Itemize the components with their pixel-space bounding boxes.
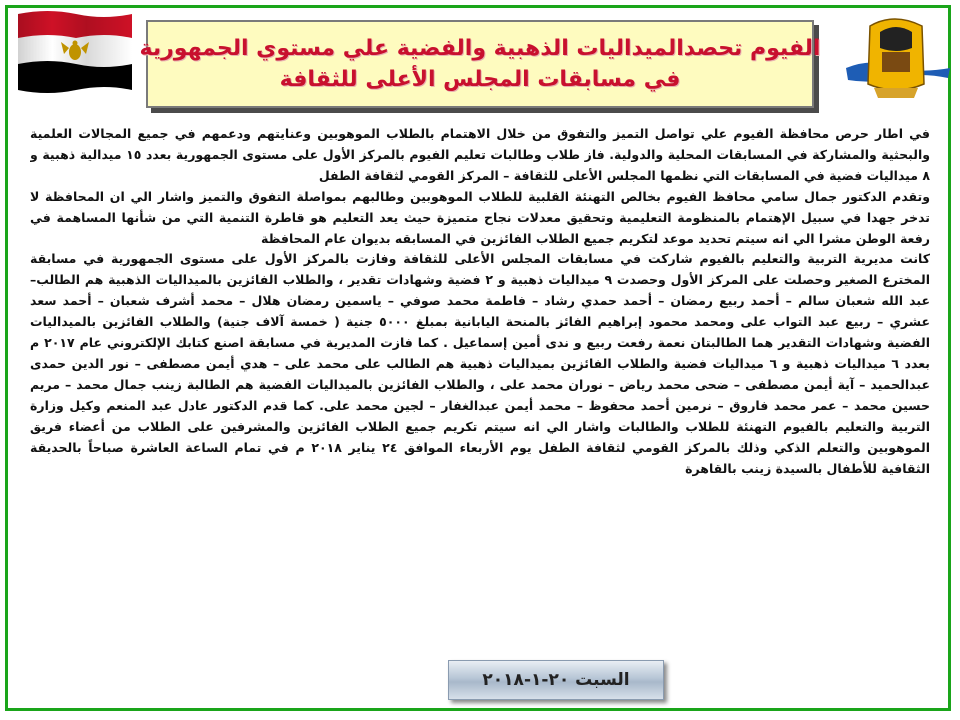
- headline-box: [139, 20, 821, 108]
- headline-line-2: في مسابقات المجلس الأعلى للثقافة: [279, 67, 681, 92]
- article-paragraph: كانت مديرية التربية والتعليم بالفيوم شاركت في مسابقات المجلس الأعلى للثقافة وفازت بالمركز الأول على مستوى الجمهورية في مسابقة المخترع الصغير وحصلت على المركز الأول وحصدت ٩ ميداليات ذهبية و ٢ فضية وشهادات تقدير ، والطلاب الفائزين بالميداليات الذهبية هم الطالب– عبد الله شعبان سالم – أحمد ربيع رمضان – أحمد حمدي رشاد – فاطمة محمد صوفي – ياسمين رمضان هلال – محمد أشرف شعبان – أحمد سعد عشري – ربيع عبد التواب على ومحمد محمود إبراهيم الفائز بالمنحة اليابانية بمبلغ ٥٠٠٠ جنية ( خمسة آلاف جنية) والطلاب الفائزين بالميداليات الفضية وشهادات التقدير هما الطالبتان نعمة رفعت ربيع و ندى أمين إسماعيل . كما فازت المديرية في مسابقة اصنع كتابك الإلكتروني عام ٢٠١٧ م بعدد ٦ ميداليات ذهبية و ٦ ميداليات فضية والطلاب الفائزين بميداليات ذهبية هم الطالب على محمد على – هدي أيمن مصطفى – نور الدين حمدى عبدالحميد – آية أيمن مصطفى – ضحى محمد رياض – نوران محمد على ، والطلاب الفائزين بالميداليات الفضية هم الطالبة زينب جمال محمد – مريم حسين محمد – عمر محمد فاروق – نرمين أحمد محفوظ – محمد أيمن عبدالغفار – لجين محمد على. كما قدم الدكتور عادل عبد المنعم وكيل وزارة التربية والتعليم بالفيوم التهنئة للطلاب والطالبات واشار الي انه سيتم تكريم جميع الطلاب الفائزين والمشرفين على الطلاب من أعضاء فريق الموهوبين والتعلم الذكي وذلك بالمركز القومي لثقافة الطفل يوم الأربعاء الموافق ٢٤ يناير ٢٠١٨ م في تمام الساعة العاشرة صباحاً بالحديقة الثقافية للأطفال بالسيدة زينب بالقاهرة: [30, 251, 930, 476]
- article-paragraph: في اطار حرص محافظة الفيوم علي تواصل التميز والتفوق من خلال الاهتمام بالطلاب الموهوبين وعنايتهم ودعمهم في جميع المجالات العلمية والبحثية والمشاركة في المسابقات المحلية والدولية. فاز طلاب وطالبات تعليم الفيوم بالمركز الأول على مستوى الجمهورية بعدد ١٥ ميدالية ذهبية و ٨ ميداليات فضية في المسابقات التي نظمها المجلس الأعلى للثقافة – المركز القومي لثقافة الطفل: [30, 126, 930, 183]
- article-body: [30, 124, 930, 646]
- egypt-flag-icon: [14, 8, 134, 98]
- date-badge: السبت ٢٠-١-٢٠١٨: [448, 660, 664, 700]
- article-paragraph: وتقدم الدكتور جمال سامي محافظ الفيوم بخالص التهنئة القلبية للطلاب الموهوبين وطالبهم بمواصلة التفوق والتميز واشار الي ان المحافظة لا تدخر جهدا في سبيل الإهتمام بالمنظومة التعليمية وتحقيق معدلات نجاح متميزة حيث يعد التعليم هو قاطرة التنمية التي من شأنها المساهمة في رفعة الوطن مشرا الي انه سيتم تحديد موعد لتكريم جميع الطلاب الفائزين في المسابقه بديوان عام المحافظة: [30, 188, 930, 246]
- headline-line-1: الفيوم تحصدالميداليات الذهبية والفضية علي مستوي الجمهورية: [139, 36, 821, 61]
- fayoum-governorate-logo-icon: [840, 8, 952, 104]
